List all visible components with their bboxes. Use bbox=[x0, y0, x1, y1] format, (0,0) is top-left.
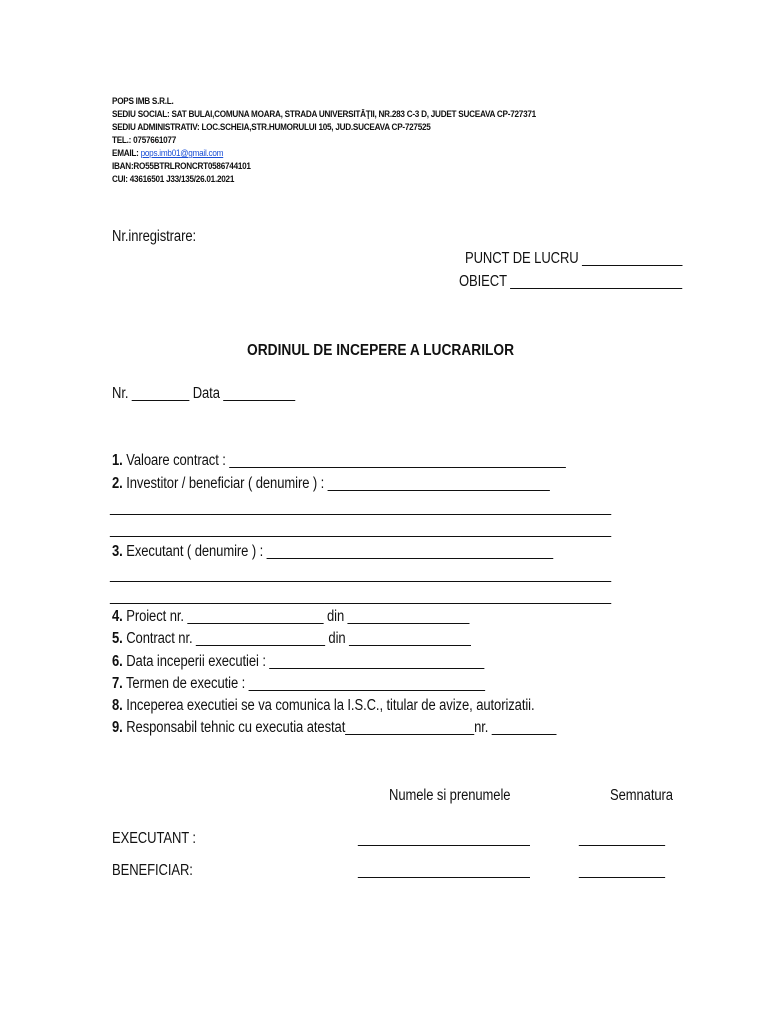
item-number: 9. bbox=[112, 719, 123, 736]
executant-blank-line-1: ______________________________________________________________________ bbox=[110, 566, 612, 583]
item-text: Contract nr. __________________ din _________________ bbox=[122, 630, 471, 647]
item-executant bbox=[112, 543, 553, 561]
email-label: EMAIL: bbox=[112, 148, 141, 159]
punct-de-lucru-field: PUNCT DE LUCRU ______________ bbox=[465, 250, 683, 267]
company-cui: CUI: 43616501 J33/135/26.01.2021 bbox=[112, 174, 235, 185]
item-text: Valoare contract : _______________________________________________ bbox=[122, 452, 566, 469]
beneficiar-label: BENEFICIAR: bbox=[112, 862, 193, 879]
item-contract bbox=[112, 630, 471, 648]
column-header-name: Numele si prenumele bbox=[389, 787, 511, 804]
item-text: Proiect nr. ___________________ din _________________ bbox=[122, 608, 470, 625]
obiect-field: OBIECT ________________________ bbox=[459, 273, 683, 290]
item-text: Investitor / beneficiar ( denumire ) : _______________________________ bbox=[122, 475, 550, 492]
item-number: 5. bbox=[112, 630, 123, 647]
item-text: Responsabil tehnic cu executia atestat__________________nr. _________ bbox=[122, 719, 557, 736]
document-title: ORDINUL DE INCEPERE A LUCRARILOR bbox=[247, 342, 515, 359]
company-registered-office: SEDIU SOCIAL: SAT BULAI,COMUNA MOARA, STRADA UNIVERSITĂŢII, NR.283 C-3 D, JUDET SUCEAVA CP-727371 bbox=[112, 109, 536, 120]
company-admin-office: SEDIU ADMINISTRATIV: LOC.SCHEIA,STR.HUMORULUI 105, JUD.SUCEAVA CP-727525 bbox=[112, 122, 431, 133]
item-number: 1. bbox=[112, 452, 123, 469]
nr-data-line: Nr. ________ Data __________ bbox=[112, 385, 295, 402]
item-investitor bbox=[112, 475, 550, 493]
email-link[interactable]: pops.imb01@gmail.com bbox=[140, 148, 224, 159]
item-number: 6. bbox=[112, 653, 123, 670]
executant-name-line: ________________________ bbox=[358, 830, 530, 847]
item-comunicare-isc bbox=[112, 697, 535, 715]
beneficiar-name-line: ________________________ bbox=[358, 862, 530, 879]
investitor-blank-line-2: ______________________________________________________________________ bbox=[110, 521, 612, 538]
item-responsabil-tehnic bbox=[112, 719, 556, 737]
executant-blank-line-2: ______________________________________________________________________ bbox=[110, 588, 612, 605]
column-header-signature: Semnatura bbox=[610, 787, 673, 804]
item-number: 3. bbox=[112, 543, 123, 560]
company-phone: TEL.: 0757661077 bbox=[112, 135, 177, 146]
registration-number: Nr.inregistrare: bbox=[112, 228, 197, 245]
company-name: POPS IMB S.R.L. bbox=[112, 96, 174, 107]
company-iban: IBAN:RO55BTRLRONCRT0586744101 bbox=[112, 161, 251, 172]
beneficiar-signature-line: ____________ bbox=[579, 862, 665, 879]
item-valoare-contract bbox=[112, 452, 566, 470]
item-data-inceperii bbox=[112, 653, 484, 671]
executant-signature-line: ____________ bbox=[579, 830, 665, 847]
item-termen bbox=[112, 675, 485, 693]
item-number: 4. bbox=[112, 608, 123, 625]
item-number: 2. bbox=[112, 475, 123, 492]
item-number: 7. bbox=[112, 675, 123, 692]
investitor-blank-line-1: ______________________________________________________________________ bbox=[110, 499, 612, 516]
item-text: Data inceperii executiei : ______________________________ bbox=[122, 653, 485, 670]
item-proiect bbox=[112, 608, 469, 626]
executant-label: EXECUTANT : bbox=[112, 830, 196, 847]
item-text: Inceperea executiei se va comunica la I.S.C., titular de avize, autorizatii. bbox=[122, 697, 535, 714]
item-text: Termen de executie : _________________________________ bbox=[122, 675, 485, 692]
item-number: 8. bbox=[112, 697, 123, 714]
company-email-line bbox=[112, 147, 223, 160]
item-text: Executant ( denumire ) : ________________________________________ bbox=[122, 543, 553, 560]
